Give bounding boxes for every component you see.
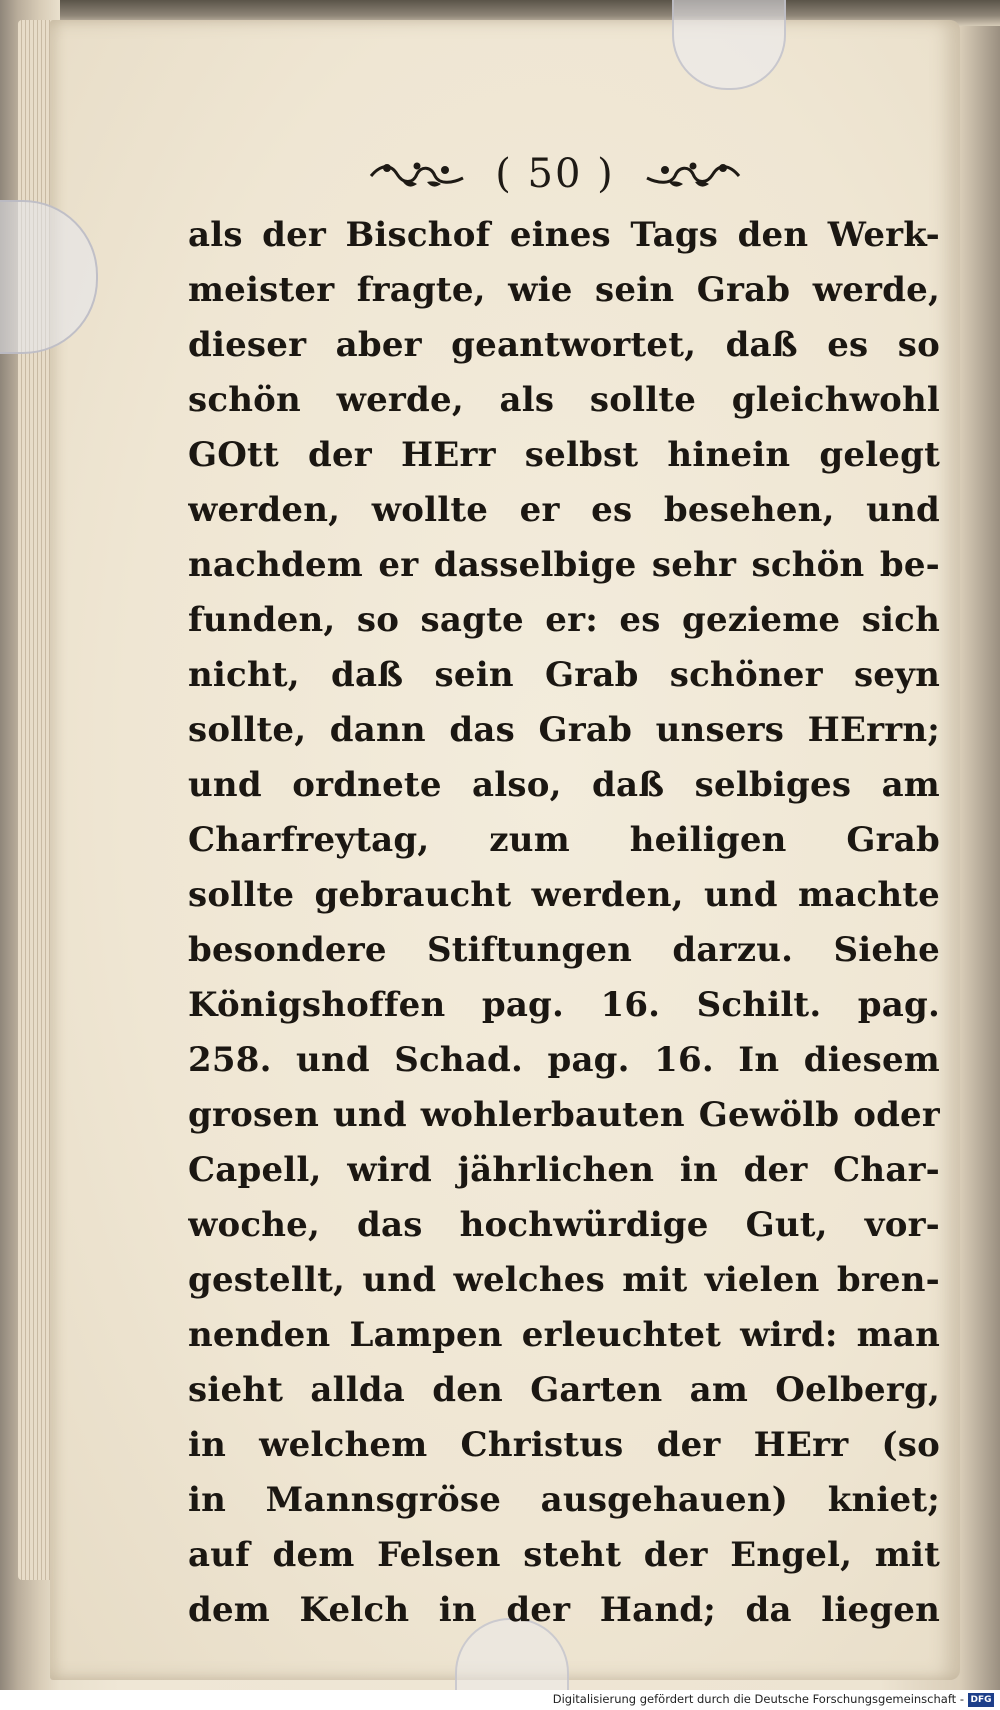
text-line: besondere Stiftungen darzu. Siehe: [188, 930, 940, 970]
text-line: dieser aber geantwortet, daß es so: [188, 325, 940, 365]
text-line: Königshoffen pag. 16. Schilt. pag.: [188, 985, 940, 1025]
text-line: meister fragte, wie sein Grab werde,: [188, 270, 940, 310]
text-line: schön werde, als sollte gleichwohl: [188, 380, 940, 420]
right-floral-ornament-icon: [643, 154, 743, 194]
text-line: Charfreytag, zum heiligen Grab: [188, 820, 940, 860]
text-line: sollte, dann das Grab unsers HErrn;: [188, 710, 940, 750]
text-line: nicht, daß sein Grab schöner seyn: [188, 655, 940, 695]
text-line: gestellt, und welches mit vielen bren-: [188, 1260, 940, 1300]
body-text: [188, 208, 940, 1638]
page-number: ( 50 ): [495, 151, 615, 197]
text-line: nenden Lampen erleuchtet wird: man: [188, 1315, 940, 1355]
funding-credit: Digitalisierung gefördert durch die Deutsche Forschungsgemeinschaft -: [552, 1692, 964, 1706]
text-line: sieht allda den Garten am Oelberg,: [188, 1370, 940, 1410]
text-line: Capell, wird jährlichen in der Char-: [188, 1150, 940, 1190]
text-line: funden, so sagte er: es gezieme sich: [188, 600, 940, 640]
text-line: nachdem er dasselbige sehr schön be-: [188, 545, 940, 585]
text-line: als der Bischof eines Tags den Werk-: [188, 215, 940, 255]
text-line: woche, das hochwürdige Gut, vor-: [188, 1205, 940, 1245]
text-line: 258. und Schad. pag. 16. In diesem: [188, 1040, 940, 1080]
left-floral-ornament-icon: [367, 154, 467, 194]
page-header: [330, 144, 780, 204]
text-line: in Mannsgröse ausgehauen) kniet;: [188, 1480, 940, 1520]
text-line: und ordnete also, daß selbiges am: [188, 765, 940, 805]
dfg-logo: DFG: [968, 1693, 994, 1707]
text-line: auf dem Felsen steht der Engel, mit: [188, 1535, 940, 1575]
text-line: sollte gebraucht werden, und machte: [188, 875, 940, 915]
text-line: in welchem Christus der HErr (so: [188, 1425, 940, 1465]
text-line: GOtt der HErr selbst hinein gelegt: [188, 435, 940, 475]
text-line: werden, wollte er es besehen, und: [188, 490, 940, 530]
text-line: dem Kelch in der Hand; da liegen: [188, 1590, 940, 1630]
text-line: grosen und wohlerbauten Gewölb oder: [188, 1095, 940, 1135]
